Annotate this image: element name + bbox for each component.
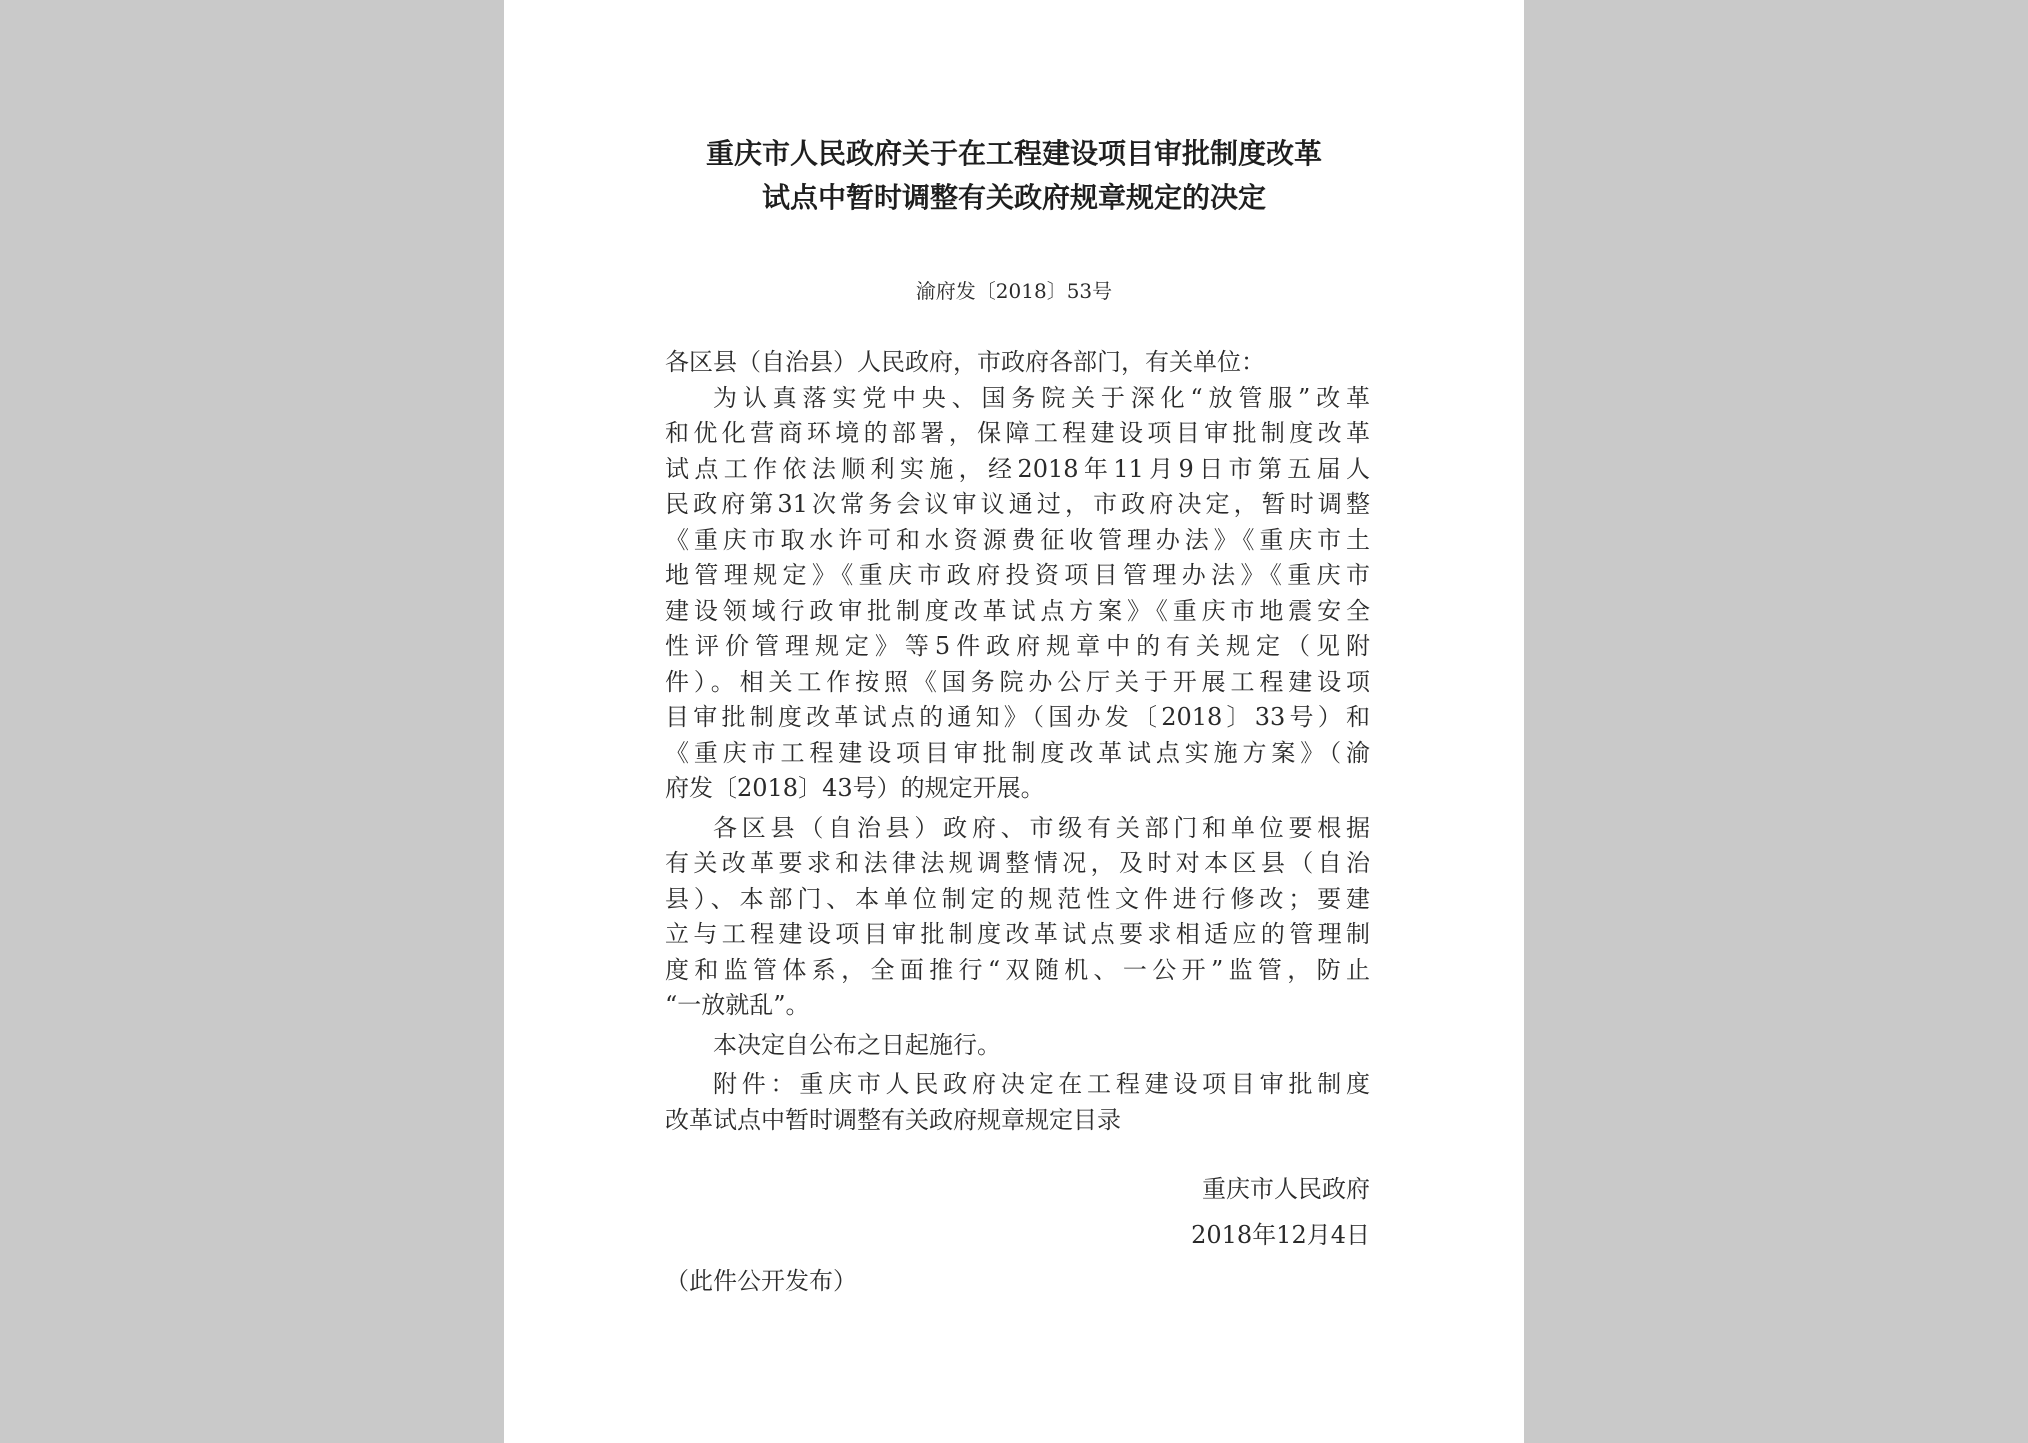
paragraph-line: 有关改革要求和法律法规调整情况，及时对本区县（自治 bbox=[665, 849, 1370, 877]
paragraph-line: 目审批制度改革试点的通知》（国办发〔2018〕33号）和 bbox=[665, 703, 1370, 731]
document-title bbox=[504, 132, 1524, 220]
paragraph-line: 立与工程建设项目审批制度改革试点要求相适应的管理制 bbox=[665, 920, 1370, 948]
paragraph-line: 各区县（自治县）政府、市级有关部门和单位要根据 bbox=[713, 813, 1370, 842]
paragraph-line: 性评价管理规定》等5件政府规章中的有关规定（见附 bbox=[665, 632, 1370, 660]
paragraph-line: 《重庆市工程建设项目审批制度改革试点实施方案》（渝 bbox=[665, 738, 1370, 767]
addressee: 各区县（自治县）人民政府，市政府各部门，有关单位： bbox=[665, 348, 1265, 376]
title-line-2: 试点中暂时调整有关政府规章规定的决定 bbox=[761, 181, 1266, 214]
attachment bbox=[665, 1067, 1370, 1138]
paragraph-line: 县）、本部门、本单位制定的规范性文件进行修改；要建 bbox=[665, 884, 1370, 913]
paragraph-line: 和优化营商环境的部署，保障工程建设项目审批制度改革 bbox=[665, 419, 1370, 447]
paragraph-line: 试点工作依法顺利实施，经2018年11月9日市第五届人 bbox=[665, 454, 1370, 483]
document-body bbox=[665, 345, 1370, 1138]
attachment-line: 附件：重庆市人民政府决定在工程建设项目审批制度 bbox=[713, 1070, 1370, 1098]
title-line-1: 重庆市人民政府关于在工程建设项目审批制度改革 bbox=[705, 137, 1322, 170]
paragraph-line: 府发〔2018〕43号）的规定开展。 bbox=[665, 774, 1045, 802]
paragraph-line: 件）。相关工作按照《国务院办公厅关于开展工程建设项 bbox=[665, 667, 1370, 696]
attachment-line: 改革试点中暂时调整有关政府规章规定目录 bbox=[665, 1105, 1121, 1134]
paragraph-line: 民政府第31次常务会议审议通过，市政府决定，暂时调整 bbox=[665, 490, 1370, 518]
signature: 重庆市人民政府 bbox=[1202, 1175, 1370, 1203]
paragraph-line: “一放就乱”。 bbox=[665, 991, 810, 1019]
paragraph-3: 本决定自公布之日起施行。 bbox=[713, 1030, 1001, 1059]
paragraph-1 bbox=[665, 381, 1370, 807]
document-number: 渝府发〔2018〕53号 bbox=[915, 279, 1113, 303]
paragraph-line: 地管理规定》《重庆市政府投资项目管理办法》《重庆市 bbox=[665, 561, 1370, 589]
paragraph-line: 《重庆市取水许可和水资源费征收管理办法》《重庆市土 bbox=[665, 525, 1370, 554]
paragraph-line: 建设领域行政审批制度改革试点方案》《重庆市地震安全 bbox=[665, 596, 1370, 625]
paragraph-line: 度和监管体系，全面推行“双随机、一公开”监管，防止 bbox=[665, 955, 1370, 984]
paragraph-line: 为认真落实党中央、国务院关于深化“放管服”改革 bbox=[713, 383, 1370, 412]
document-page bbox=[504, 0, 1524, 1443]
publication-note: （此件公开发布） bbox=[665, 1267, 857, 1295]
paragraph-2 bbox=[665, 811, 1370, 1024]
signature-date: 2018年12月4日 bbox=[1191, 1221, 1370, 1249]
